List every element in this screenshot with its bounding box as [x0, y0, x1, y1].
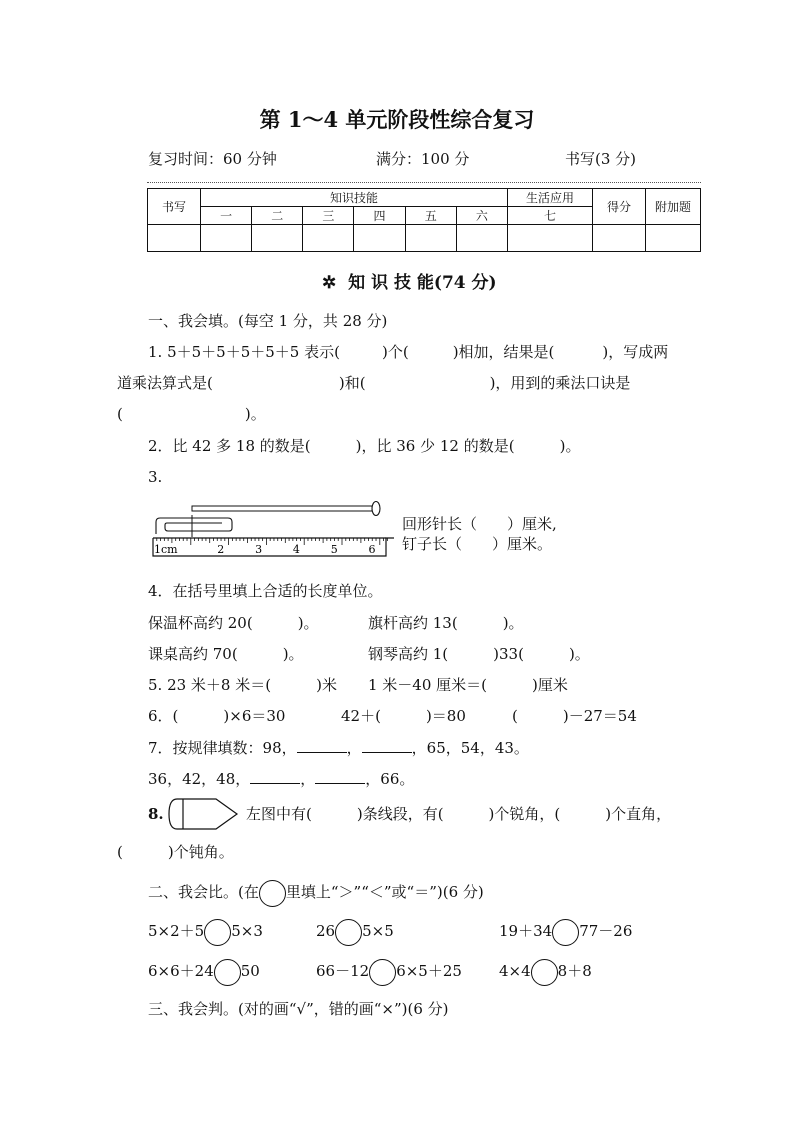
header-extra: 附加题 — [646, 189, 701, 225]
q1-item8-line2: ( )个钝角。 — [117, 843, 234, 861]
ruler-outline — [153, 538, 394, 556]
q1-item6b: 42＋( )＝80 — [341, 707, 466, 725]
text: )个( — [381, 343, 409, 361]
right-expr: 5×3 — [231, 922, 263, 940]
answer-blank — [362, 738, 412, 753]
cell — [303, 225, 354, 252]
text: 里填上“＞”“＜”或“＝”)(6 分) — [285, 883, 484, 901]
q1-item8-line1: 左图中有( )条线段，有( )个锐角，( )个直角， — [246, 805, 672, 823]
q3-heading: 三、我会判。(对的画“√”，错的画“×”)(6 分) — [148, 1000, 449, 1018]
header-writing: 书写 — [148, 189, 201, 225]
col-5: 五 — [405, 207, 456, 225]
q1-item1-line3 — [117, 405, 266, 423]
text: )相加，结果是( — [452, 343, 555, 361]
text: 道乘法算式是( — [117, 374, 213, 392]
compare-2 — [316, 916, 394, 946]
answer-circle[interactable] — [204, 919, 231, 946]
col-3: 三 — [303, 207, 354, 225]
q1-item4b: 旗杆高约 13( )。 — [368, 614, 524, 632]
cell — [646, 225, 701, 252]
header-knowledge: 知识技能 — [201, 189, 508, 207]
text: )，用到的乘法口诀是 — [489, 374, 631, 392]
right-expr: 5×5 — [362, 922, 394, 940]
cell — [405, 225, 456, 252]
text: )。 — [244, 405, 266, 423]
cell — [508, 225, 593, 252]
q1-heading: 一、我会填。(每空 1 分，共 28 分) — [148, 312, 388, 330]
text: ， — [346, 739, 362, 757]
q1-item5b: 1 米－40 厘米＝( )厘米 — [368, 676, 568, 694]
q1-item5a: 5. 23 米＋8 米＝( )米 — [148, 676, 337, 694]
flower-icon: ✲ — [322, 273, 337, 293]
answer-blank — [297, 738, 347, 753]
answer-circle[interactable] — [335, 919, 362, 946]
text: 1. 5＋5＋5＋5＋5＋5 表示( — [148, 343, 340, 361]
q1-item4: 4．在括号里填上合适的长度单位。 — [148, 582, 383, 600]
cell — [456, 225, 507, 252]
answer-circle[interactable] — [531, 959, 558, 986]
answer-blank — [250, 769, 300, 784]
answer-circle[interactable] — [369, 959, 396, 986]
q1-item4a: 保温杯高约 20( )。 — [148, 614, 319, 632]
pentagon-shape-figure — [168, 798, 240, 830]
pentagon-outline — [169, 799, 237, 829]
cell — [593, 225, 646, 252]
nail-head — [372, 502, 380, 516]
score-table — [147, 188, 701, 252]
compare-6 — [499, 956, 592, 986]
text: )和( — [338, 374, 366, 392]
q1-item8-number: 8. — [148, 805, 164, 823]
text: 二、我会比。(在 — [148, 883, 259, 901]
ruler-tick-label: 3 — [255, 543, 263, 556]
text: 7．按规律填数：98， — [148, 739, 297, 757]
col-2: 二 — [252, 207, 303, 225]
ruler-tick-label: 4 — [292, 543, 300, 556]
answer-circle[interactable] — [552, 919, 579, 946]
text: ， — [300, 770, 316, 788]
answer-circle[interactable] — [214, 959, 241, 986]
q1-item6a: 6．( )×6＝30 — [148, 707, 286, 725]
header-life: 生活应用 — [508, 189, 593, 207]
paperclip-length: 回形针长（ ）厘米, — [402, 515, 557, 533]
text: ，66。 — [365, 770, 415, 788]
ruler-tick-labels — [217, 543, 395, 556]
time-info: 复习时间：60 分钟 — [148, 150, 277, 168]
writing-score-info: 书写(3 分) — [565, 150, 637, 168]
nail-length: 钉子长（ ）厘米。 — [402, 535, 553, 553]
q1-item7-line2 — [148, 769, 414, 788]
left-expr: 5×2＋5 — [148, 922, 205, 940]
page-title: 第 1～4 单元阶段性综合复习 — [259, 107, 535, 132]
cell — [201, 225, 252, 252]
q1-item3: 3. — [148, 468, 163, 486]
col-1: 一 — [201, 207, 252, 225]
ruler-tick-label: 5 — [330, 543, 338, 556]
header-total: 得分 — [593, 189, 646, 225]
text: 36，42，48， — [148, 770, 251, 788]
left-expr: 66－12 — [316, 962, 370, 980]
q2-heading — [148, 878, 484, 907]
q1-item7-line1 — [148, 738, 529, 757]
ruler-figure — [150, 500, 395, 562]
q1-item1-line2 — [117, 374, 630, 392]
section-label: 知 识 技 能(74 分) — [348, 273, 497, 293]
text: ，65，54，43。 — [411, 739, 529, 757]
text: )，写成两 — [602, 343, 669, 361]
compare-3 — [499, 916, 632, 946]
right-expr: 6×5＋25 — [396, 962, 462, 980]
right-expr: 77－26 — [579, 922, 633, 940]
compare-4 — [148, 956, 260, 986]
q1-item2: 2．比 42 多 18 的数是( )，比 36 少 12 的数是( )。 — [148, 437, 581, 455]
cell — [354, 225, 405, 252]
left-expr: 19＋34 — [499, 922, 553, 940]
left-expr: 4×4 — [499, 962, 531, 980]
ruler-tick-label: 6 — [368, 543, 376, 556]
cell-writing — [148, 225, 201, 252]
q1-item4d: 钢琴高约 1( )33( )。 — [368, 645, 590, 663]
paper-clip — [156, 518, 232, 534]
answer-blank — [315, 769, 365, 784]
ruler-unit-label: 1cm — [154, 543, 178, 556]
col-6: 六 — [456, 207, 507, 225]
q1-item6c: ( )－27＝54 — [512, 707, 637, 725]
col-7: 七 — [508, 207, 593, 225]
nail-shaft — [192, 506, 372, 511]
right-expr: 50 — [240, 962, 260, 980]
divider — [147, 182, 701, 183]
compare-circle-icon — [259, 880, 286, 907]
cell — [252, 225, 303, 252]
compare-1 — [148, 916, 263, 946]
left-expr: 26 — [316, 922, 336, 940]
ruler-ticks — [153, 538, 387, 545]
compare-5 — [316, 956, 462, 986]
right-expr: 8＋8 — [557, 962, 592, 980]
q1-item1-line1 — [148, 343, 668, 361]
full-score-info: 满分：100 分 — [376, 150, 470, 168]
ruler-tick-label: 2 — [217, 543, 225, 556]
left-expr: 6×6＋24 — [148, 962, 214, 980]
col-4: 四 — [354, 207, 405, 225]
q1-item4c: 课桌高约 70( )。 — [148, 645, 304, 663]
text: ( — [117, 405, 123, 423]
section-heading — [322, 274, 497, 292]
